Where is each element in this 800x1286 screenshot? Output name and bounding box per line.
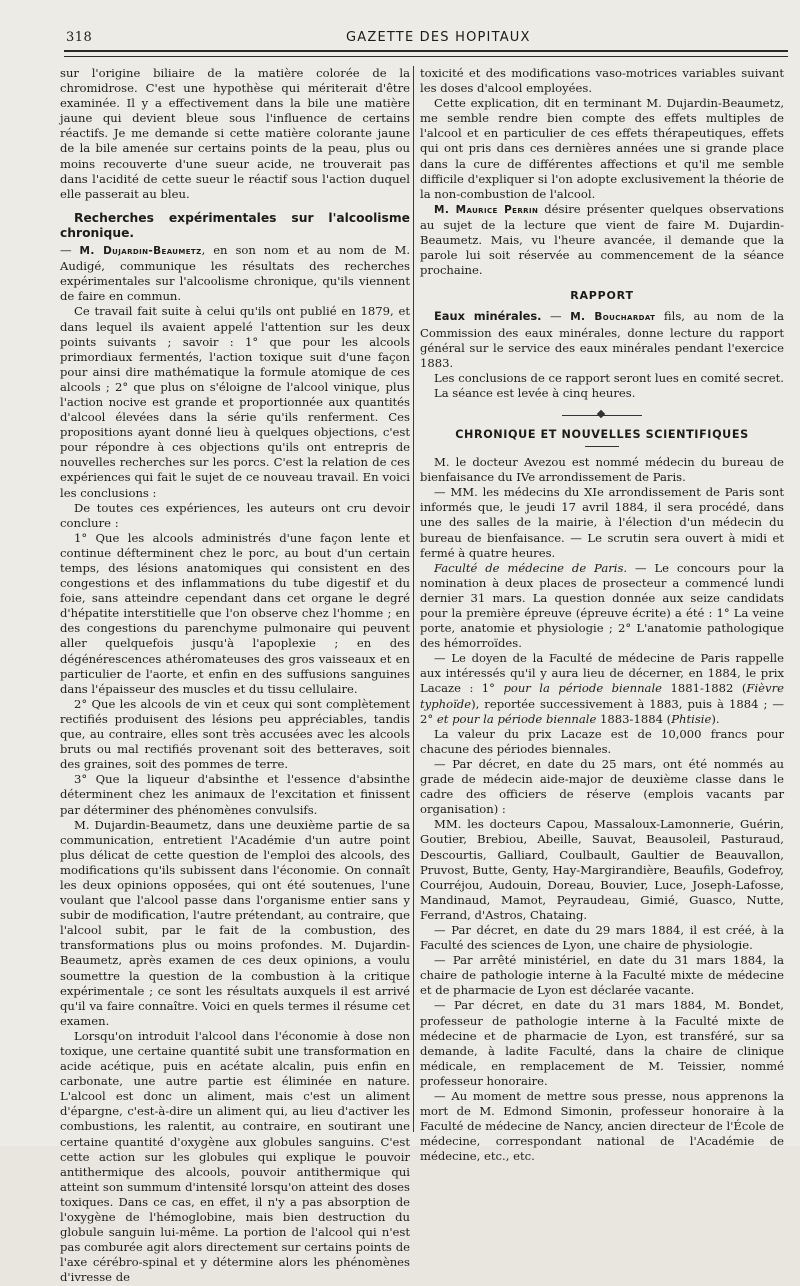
paragraph: 1° Que les alcools administrés d'une façon lente et continue défterminent chez le porc, au bout d'un certain temps, des lésions anatomiques qui consistent en des congestions et des inflammations du tube digestif et du foie, sans atteindre cependant dans cet organe le degré d'hépatite interstitielle que l'on observe chez l'homme ; en des congestions du parenchyme pulmonaire qui peuvent aller quelquefois jusqu'à l'apoplexie ; en des dégénérescences athéromateuses des gros vaisseaux et en particulier de l'aorte, et enfin en des suffusions sanguines dans l'épaisseur des muscles et du tissu cellulaire. [60, 530, 410, 696]
header-rule-thin [64, 56, 788, 57]
paragraph-perrin [420, 202, 784, 278]
paragraph: Ce travail fait suite à celui qu'ils ont publié en 1879, et dans lequel ils avaient appelé l'attention sur les deux points suivants ; savoir : 1° que pour les alcools primordiaux fermentés, l'action toxique suit d'une façon pour ainsi dire mathématique la formule atomique de ces alcools ; 2° que plus on s'éloigne de l'alcool vinique, plus l'action nocive est grande et proportionnée aux quantités d'alcool élevées dans la série qu'ils renferment. Ces propositions ayant donné lieu à quelques objections, c'est pour répondre à ces objections qu'ils ont entrepris de nouvelles recherches sur les porcs. C'est la relation de ces expériences qui fait le sujet de ce nouveau travail. En voici les conclusions : [60, 304, 410, 500]
paragraph: — MM. les médecins du XIe arrondissement de Paris sont informés que, le jeudi 17 avril 1884, il sera procédé, dans une des salles de la mairie, à l'élection d'un médecin du bureau de bienfaisance. — Le scrutin sera ouvert à midi et fermé à quatre heures. [420, 485, 784, 560]
text-italic: et pour la période biennale [436, 711, 597, 726]
text-italic: Phtisie [671, 711, 712, 726]
journal-title: GAZETTE DES HOPITAUX [346, 30, 531, 45]
page-header [66, 30, 790, 48]
paragraph: La séance est levée à cinq heures. [434, 385, 636, 400]
section-heading-alcoolisme: Recherches expérimentales sur l'alcoolisme chronique. [60, 210, 410, 240]
paragraph: sur l'origine biliaire de la matière colorée de la chromidrose. C'est une hypothèse qui mériterait d'être examinée. Il y a effectivement dans la bile une matière jaune qui devient bleue sous l'influence de certains réactifs. Je me demande si cette matière colorante jaune de la bile amenée sur certains points de la peau, plus ou moins recouverte d'une sueur acide, ne trouverait pas dans l'acidité de cette sueur le réactif sous l'action duquel elle passerait au bleu. [60, 66, 410, 201]
intro-text: , en son nom et au nom de M. Audigé, communique les résultats des recherches expérimentales sur l'alcoolisme chronique, qu'ils viennent de faire en commun. [60, 243, 411, 304]
ornament-separator [562, 413, 642, 419]
paragraph-faculte [420, 561, 784, 652]
paragraph: 3° Que la liqueur d'absinthe et l'essence d'absinthe déterminent chez les animaux de l'excitation et finissent par déterminer des phénomènes convulsifs. [60, 772, 410, 817]
paragraph: De toutes ces expériences, les auteurs ont cru devoir conclure : [60, 500, 410, 530]
section-heading-rapport: RAPPORT [570, 289, 634, 303]
header-rule-thick [64, 50, 788, 52]
text: ), reportée successivement à 1883, puis à 1884 ; — 2° [420, 696, 784, 726]
author-name: M. Bouchardat [570, 311, 656, 324]
paragraph: — Par décret, en date du 29 mars 1884, il est créé, à la Faculté des sciences de Lyon, une chaire de physiologie. [420, 922, 784, 953]
paragraph: Cette explication, dit en terminant M. Dujardin-Beaumetz, me semble rendre bien compte des effets multiples de l'alcool et en particulier de ces effets thérapeutiques, effets qui ont pris dans ces dernières années une si grande place dans la cure de différentes affections et qu'il me semble difficile d'expliquer si l'on adopte exclusivement la théorie de la non-combustion de l'alcool. [420, 96, 784, 201]
paragraph: toxicité et des modifications vaso-motrices variables suivant les doses d'alcool employées. [420, 66, 784, 96]
short-rule [585, 446, 619, 447]
paragraph-intro [60, 243, 410, 304]
text: ). [711, 711, 720, 726]
column-divider [413, 66, 414, 1132]
text: 1883-1884 ( [596, 711, 672, 726]
section-heading-chronique: CHRONIQUE ET NOUVELLES SCIENTIFIQUES [455, 427, 749, 441]
paragraph: — Par arrêté ministériel, en date du 31 mars 1884, la chaire de pathologie interne à la Faculté mixte de médecine et de pharmacie de Lyon est déclarée vacante. [420, 953, 784, 998]
text-italic: pour la période biennale [503, 681, 663, 696]
paragraph: M. Dujardin-Beaumetz, dans une deuxième partie de sa communication, entretient l'Académie d'un autre point plus délicat de cette question de l'emploi des alcools, des modifications qu'ils subissent dans l'économie. On connaît les deux opinions opposées, qui ont été soutenues, l'une voulant que l'alcool passe dans l'organisme entier sans y subir de modification, l'autre prétendant, au contraire, que l'alcool subit, par le fait de la combustion, des transformations plus ou moins profondes. M. Dujardin-Beaumetz, après examen de ces deux opinions, a voulu soumettre la question de la combustion à la critique expérimentale ; ce sont les résultats auxquels il est arrivé qu'il va faire connaître. Voici en quels termes il résume cet examen. [60, 817, 410, 1028]
paragraph-prix-lacaze [420, 651, 784, 726]
perrin-text: désire présenter quelques observations au sujet de la lecture que vient de faire M. Dujardin-Beaumetz. Mais, vu l'heure avancée, il demande que la parole lui soit réservée au commencement de la séance prochaine. [420, 201, 784, 278]
paragraph: — Par décret, en date du 31 mars 1884, M. Bondet, professeur de pathologie interne à la Faculté mixte de médecine et de pharmacie de Lyon, est transféré, sur sa demande, à ladite Faculté, dans la chaire de clinique médicale, en remplacement de M. Teissier, nommé professeur honoraire. [420, 998, 784, 1088]
paragraph: 2° Que les alcools de vin et ceux qui sont complètement rectifiés produisent des lésions peu appréciables, tandis que, au contraire, elles sont très accusées avec les alcools bruts ou mal rectifiés provenant soit des betteraves, soit des graines, soit des pommes de terre. [60, 696, 410, 772]
left-column [60, 66, 411, 1285]
text: — Le doyen de la Faculté de médecine de Paris rappelle aux intéressés qu'il y aura lieu de décerner, en 1884, le prix Lacaze : 1° [420, 651, 784, 696]
text: 1881-1882 ( [662, 681, 747, 696]
paragraph: Les conclusions de ce rapport seront lues en comité secret. [434, 370, 784, 385]
paragraph: Lorsqu'on introduit l'alcool dans l'économie à dose non toxique, une certaine quantité subit une transformation en acide acétique, puis en acétate alcalin, puis enfin en carbonate, une autre partie est éliminée en nature. L'alcool est donc un aliment, mais c'est un aliment d'épargne, c'est-à-dire un aliment qui, au lieu d'activer les combustions, les ralentit, au contraire, en soutirant une certaine quantité d'oxygène aux globules sanguins. C'est cette action sur les globules qui explique le pouvoir antithermique des alcools, pouvoir antithermique qui atteint son summum d'intensité lorsqu'on atteint des doses toxiques. Dans ce cas, en effet, il n'y a pas absorption de l'oxygène de l'hémoglobine, mais bien destruction du globule sanguin lui-même. La portion de l'alcool qui n'est pas comburée agit alors directement sur certains points de l'axe cérébro-spinal et y détermine alors les phénomènes d'ivresse de [60, 1028, 410, 1285]
dash: — [541, 309, 571, 324]
paragraph: M. le docteur Avezou est nommé médecin du bureau de bienfaisance du IVe arrondissement de Paris. [420, 455, 784, 485]
page-number: 318 [66, 30, 93, 45]
paragraph: — Par décret, en date du 25 mars, ont été nommés au grade de médecin aide-major de deuxième classe dans le cadre des officiers de réserve (emplois vacants par organisation) : [420, 756, 784, 817]
paragraph: MM. les docteurs Capou, Massaloux-Lamonnerie, Guérin, Goutier, Brebiou, Abeille, Sauvat, Beausoleil, Pasturaud, Descourtis, Galliard, Coulbault, Gaultier de Beauvallon, Pruvost, Butte, Genty, Hay-Margirandière, Beaufils, Godefroy, Courréjou, Audouin, Doreau, Bouvier, Luce, Joseph-Lafosse, Mandinaud, Mamot, Peyraudeau, Gimié, Guasco, Nutte, Ferrand, d'Astros, Chataing. [420, 817, 784, 922]
author-name: M. Dujardin-Beaumetz [79, 245, 202, 258]
paragraph-eaux [420, 309, 784, 370]
paragraph: La valeur du prix Lacaze est de 10,000 francs pour chacune des périodes biennales. [420, 726, 784, 756]
author-name: M. Maurice Perrin [434, 203, 539, 216]
eaux-heading: Eaux minérales. [434, 309, 542, 324]
paragraph: — Au moment de mettre sous presse, nous apprenons la mort de M. Edmond Simonin, professeur honoraire à la Faculté de médecine de Nancy, ancien directeur de l'École de médecine, correspondant national de l'Académie de médecine, etc., etc. [420, 1089, 784, 1164]
dash: — [60, 243, 80, 258]
faculte-text: — Le concours pour la nomination à deux places de prosecteur a commencé lundi dernier 31 mars. La question donnée aux seize candidats pour la première épreuve (épreuve écrite) a été : 1° La veine porte, anatomie et physiologie ; 2° L'anatomie pathologique des hémorroïdes. [420, 560, 784, 651]
faculte-title: Faculté de médecine de Paris. [434, 560, 628, 575]
text-italic: Fièvre typhoïde [420, 681, 784, 711]
right-column [420, 66, 784, 1164]
eaux-text: fils, au nom de la Commission des eaux minérales, donne lecture du rapport général sur le service des eaux minérales pendant l'exercice 1883. [420, 309, 784, 370]
